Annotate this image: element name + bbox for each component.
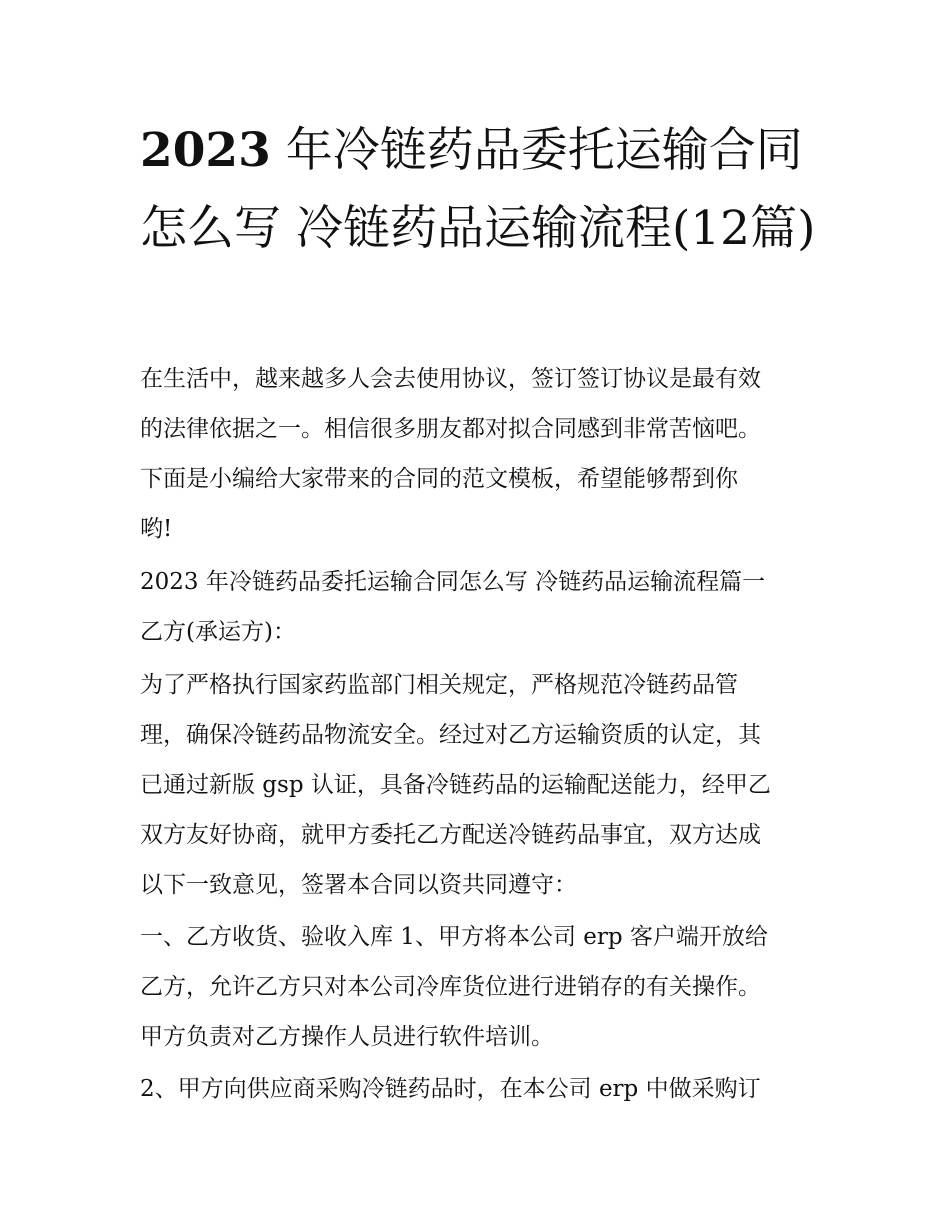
clause-1-line-2: 乙方，允许乙方只对本公司冷库货位进行进销存的有关操作。 (140, 974, 761, 1000)
intro-line-4: 哟! (140, 516, 173, 542)
intro-line-2: 的法律依据之一。相信很多朋友都对拟合同感到非常苦恼吧。 (140, 416, 761, 442)
clause-1-line-1: 一、乙方收货、验收入库 1、甲方将本公司 erp 客户端开放给 (140, 924, 768, 950)
section-heading: 2023 年冷链药品委托运输合同怎么写 冷链药品运输流程篇一 (140, 569, 766, 595)
body-line-3: 已通过新版 gsp 认证，具备冷链药品的运输配送能力，经甲乙 (140, 772, 771, 798)
intro-line-3: 下面是小编给大家带来的合同的范文模板，希望能够帮到你 (140, 466, 738, 492)
document-title (140, 112, 820, 268)
clause-1-line-3: 甲方负责对乙方操作人员进行软件培训。 (140, 1024, 554, 1050)
party-b-label: 乙方(承运方)： (140, 619, 296, 645)
body-line-4: 双方友好协商，就甲方委托乙方配送冷链药品事宜，双方达成 (140, 822, 761, 848)
body-line-2: 理，确保冷链药品物流安全。经过对乙方运输资质的认定，其 (140, 722, 761, 748)
clause-2-line-1: 2、甲方向供应商采购冷链药品时，在本公司 erp 中做采购订 (140, 1076, 761, 1102)
body-line-1: 为了严格执行国家药监部门相关规定，严格规范冷链药品管 (140, 672, 738, 698)
intro-line-1: 在生活中，越来越多人会去使用协议，签订签订协议是最有效 (140, 366, 761, 392)
body-line-5: 以下一致意见，签署本合同以资共同遵守： (140, 872, 577, 898)
title-year: 2023 (140, 123, 271, 178)
title-text: 年冷链药品委托运输合同怎么写 冷链药品运输流程(12篇) (140, 123, 816, 256)
